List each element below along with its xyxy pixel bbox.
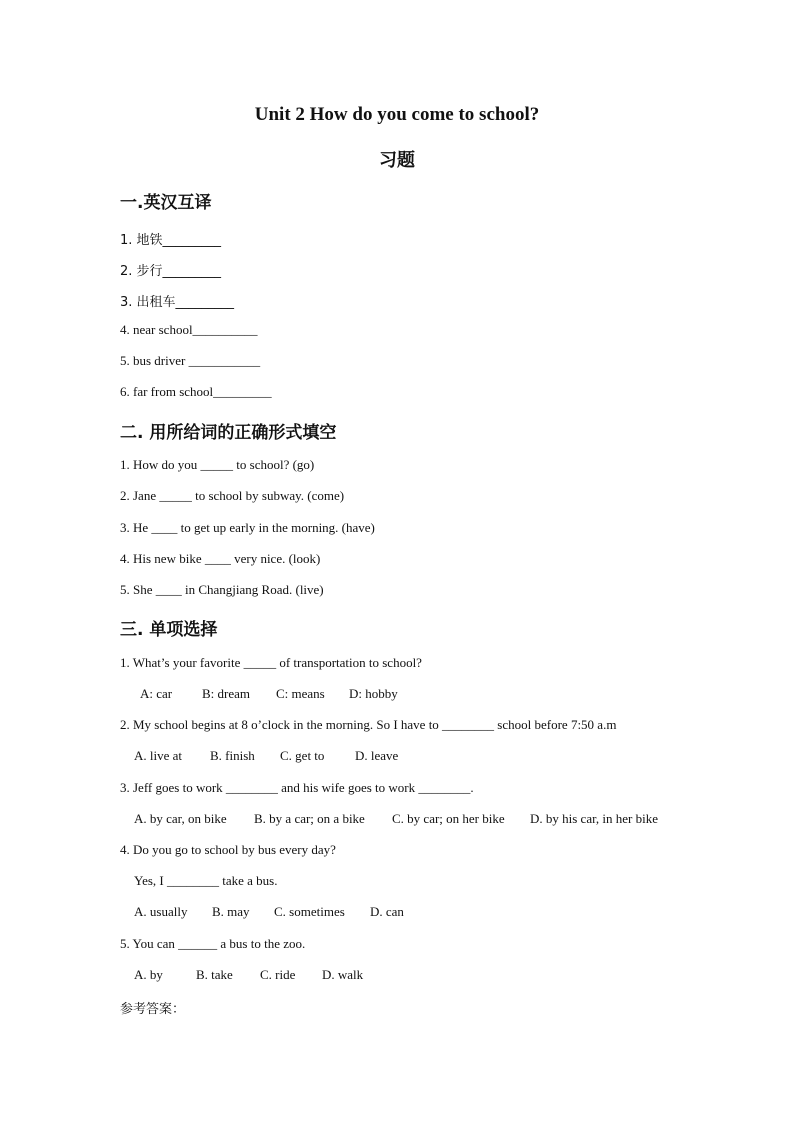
s1-item-4: 4. near school__________ [120, 322, 258, 337]
q1-option-a: A: car [140, 686, 173, 701]
q4-option-c: C. sometimes [274, 904, 345, 919]
s1-item-6: 6. far from school_________ [120, 384, 272, 399]
q2-option-c: C. get to [280, 748, 325, 763]
q2-option-d: D. leave [355, 748, 399, 763]
q5-options [134, 967, 363, 983]
s2-item-5: 5. She ____ in Changjiang Road. (live) [120, 582, 324, 597]
s1-item-5: 5. bus driver ___________ [120, 353, 261, 368]
page-title: Unit 2 How do you come to school? [254, 104, 540, 125]
q5-text: 5. You can ______ a bus to the zoo. [120, 936, 306, 951]
q2-options [134, 748, 398, 764]
q3-option-b: B. by a car; on a bike [254, 811, 365, 826]
s2-item-2: 2. Jane _____ to school by subway. (come) [120, 488, 345, 503]
q4-option-d: D. can [370, 904, 404, 919]
s1-item-1: 1. 地铁_________ [120, 233, 222, 248]
s2-item-1: 1. How do you _____ to school? (go) [120, 457, 315, 472]
q4-text: 4. Do you go to school by bus every day? [120, 842, 336, 857]
q2-option-a: A. live at [134, 748, 183, 763]
q1-options [140, 686, 398, 702]
section-2-heading: 二. 用所给词的正确形式填空 [120, 423, 337, 443]
s2-item-3: 3. He ____ to get up early in the morning. (have) [120, 520, 375, 535]
q5-option-d: D. walk [322, 967, 364, 982]
page-subtitle: 习题 [379, 150, 415, 171]
s1-item-2: 2. 步行_________ [120, 264, 222, 279]
q3-options [134, 811, 658, 827]
q4-option-b: B. may [212, 904, 250, 919]
q2-text: 2. My school begins at 8 o’clock in the morning. So I have to ________ school before 7:50 a.m [120, 717, 617, 732]
answers-label: 参考答案： [120, 1002, 186, 1017]
q5-option-a: A. by [134, 967, 163, 982]
q3-option-d: D. by his car, in her bike [530, 811, 659, 826]
section-3-heading: 三. 单项选择 [120, 620, 218, 640]
q5-option-b: B. take [196, 967, 233, 982]
q4-option-a: A. usually [134, 904, 188, 919]
s1-item-3: 3. 出租车_________ [120, 295, 235, 310]
q4-options [134, 904, 404, 920]
q1-text: 1. What’s your favorite _____ of transportation to school? [120, 655, 422, 670]
section-1-heading: 一.英汉互译 [120, 193, 212, 213]
q1-option-d: D: hobby [349, 686, 398, 701]
q1-option-b: B: dream [202, 686, 251, 701]
q3-option-c: C. by car; on her bike [392, 811, 505, 826]
q2-option-b: B. finish [210, 748, 255, 763]
q3-option-a: A. by car, on bike [134, 811, 227, 826]
q3-text: 3. Jeff goes to work ________ and his wife goes to work ________. [120, 780, 474, 795]
q4-line2: Yes, I ________ take a bus. [134, 873, 278, 888]
q5-option-c: C. ride [260, 967, 296, 982]
q1-option-c: C: means [276, 686, 325, 701]
s2-item-4: 4. His new bike ____ very nice. (look) [120, 551, 321, 566]
